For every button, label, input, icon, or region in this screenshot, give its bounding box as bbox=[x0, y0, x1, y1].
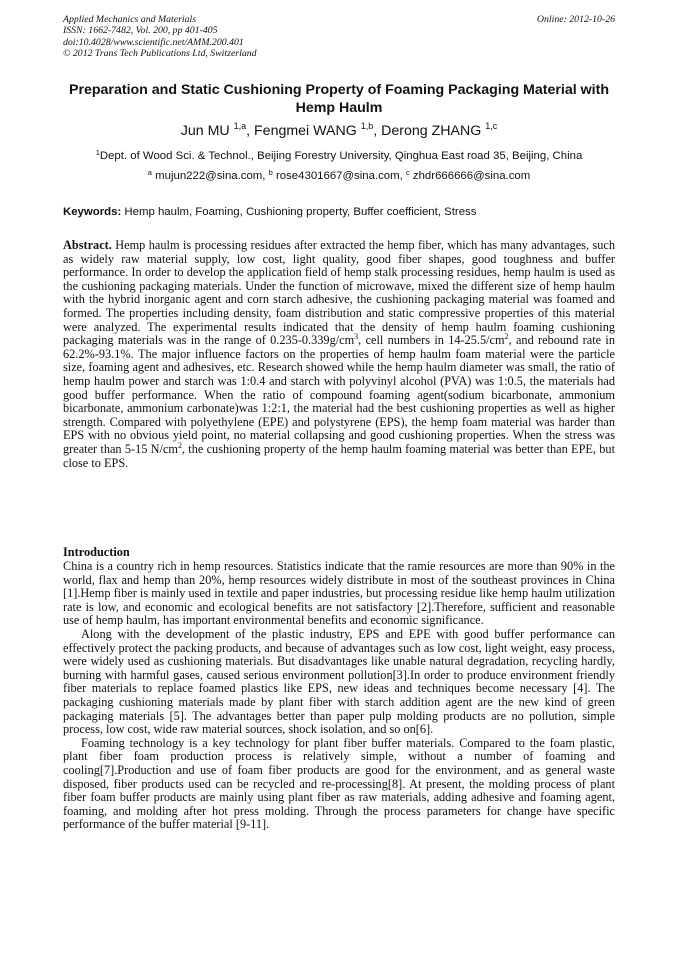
author-name: Jun MU bbox=[180, 123, 230, 139]
author-name: Fengmei WANG bbox=[254, 123, 357, 139]
author-name: Derong ZHANG bbox=[381, 123, 482, 139]
email-link[interactable]: zhdr666666@sina.com bbox=[412, 170, 531, 182]
author-affiliation-mark: 1,c bbox=[485, 121, 498, 131]
email-mark: c bbox=[405, 168, 410, 177]
paragraph: China is a country rich in hemp resources. Statistics indicate that the ramie resources are more than 90% in the world, flax and hemp than 20%, hemp resources widely distribute in most of the southeast provinces in China [1].Hemp fiber is mainly used in textile and paper industries, but processing residue like hemp haulm utilization rate is low, and economic and ecological benefits are not satisfactory [2].Therefore, sufficient and reasonable use of hemp haulm, has important environmental benefits and economic significance. bbox=[63, 559, 615, 628]
email-link[interactable]: mujun222@sina.com bbox=[155, 170, 263, 182]
affiliation-mark: 1 bbox=[95, 148, 100, 157]
keywords-text: Hemp haulm, Foaming, Cushioning property, Buffer coefficient, Stress bbox=[124, 206, 477, 218]
email-mark: b bbox=[268, 168, 273, 177]
email-link[interactable]: rose4301667@sina.com bbox=[275, 170, 400, 182]
doi-line: doi:10.4028/www.scientific.net/AMM.200.401 bbox=[63, 36, 244, 48]
affiliation bbox=[63, 149, 615, 164]
email-mark: a bbox=[147, 168, 152, 177]
email-list: $^a$ mujun222@sina.com, $^b$ rose4301667@sina.com, $^c$ zhdr666666@sina.com bbox=[147, 168, 531, 182]
author-affiliation-mark: 1,a bbox=[233, 121, 247, 131]
section-heading: Introduction bbox=[63, 545, 130, 559]
journal-header bbox=[63, 14, 615, 60]
abstract-text: , and rebound rate in 62.2%-93.1%. The major influence factors on the properties of hemp haulm foam material were the particle size, foaming agent and adhesives, etc. Research showed while the hemp haulm diameter was small, the ratio of hemp haulm power and starch was 1:0.4 and starch with polyvinyl alcohol (PVA) was 1:0.5, the materials had good buffer performance. When the ratio of compound foaming agent(sodium bicarbonate, ammonium bicarbonate, ammonium carbonate)was 1:2:1, the material had the best cushioning properties as well as higher strength. Compared with polyethylene (EPE) and polystyrene (EPS), the hemp foam material was harder than EPS with no obvious yield point, no material collapsing and good cushioning properties. When the stress was greater than 5-15 N/cm bbox=[63, 333, 615, 456]
abstract-text: , cell numbers in 14-25.5/cm bbox=[358, 333, 505, 348]
abstract-text: , the cushioning property of the hemp haulm foaming material was better than EPE, but close to EPS. bbox=[63, 441, 615, 470]
introduction-body bbox=[63, 560, 615, 832]
author-list: Jun MU $^{1,a}$, Fengmei WANG $^{1,b}$, Derong ZHANG $^{1,c}$ bbox=[180, 121, 498, 139]
superscript: 2 bbox=[177, 440, 182, 450]
abstract-text: Hemp haulm is processing residues after extracted the hemp fiber, which has many advantages, such as widely raw material supply, low cost, light quality, good fiber shapes, good toughness and buffer performance. In order to develop the application field of hemp stalk processing residues, hemp haulm is used as the cushioning packaging materials. Under the function of microwave, mixed the different size of hemp haulm with the hybrid inorganic agent and corn starch adhesive, the cushioning packaging material was foamed and formed. The properties including density, foam distribution and static compressive properties of this material were analyzed. The experimental results indicated that the density of hemp haulm foaming cushioning packaging materials was in the range of 0.235-0.339g/cm bbox=[63, 238, 615, 348]
online-date: Online: 2012-10-26 bbox=[536, 14, 615, 25]
paragraph: Along with the development of the plastic industry, EPS and EPE with good buffer performance can effectively protect the packing products, and because of advantages such as low cost, light weight, easy process, were widely used as cushioning materials. But disadvantages like unable natural degradation, recycling hardly, burning with harmful gases, caused serious environment pollution[3].In order to produce environment friendly fiber materials to replace foamed plastics like EPS, new ideas and techniques become necessary [4]. The packaging cushioning materials made by plant fiber with starch addition agent are the new kind of green packaging materials [5]. The advantages better than paper pulp molding products are no pollution, simple process, low cost, wide raw material sources, shock isolation, and so on[6]. bbox=[63, 626, 615, 737]
author-affiliation-mark: 1,b bbox=[360, 121, 374, 131]
abstract bbox=[63, 239, 615, 470]
paper-title: Preparation and Static Cushioning Property of Foaming Packaging Material with Hemp Haulm bbox=[69, 82, 609, 116]
affiliation-text: Dept. of Wood Sci. & Technol., Beijing Forestry University, Qinghua East road 35, Beijing, China bbox=[99, 150, 583, 162]
copyright-line: © 2012 Trans Tech Publications Ltd, Switzerland bbox=[63, 48, 257, 60]
keywords-label: Keywords: bbox=[63, 206, 122, 218]
superscript: 3 bbox=[354, 332, 359, 342]
abstract-label: Abstract. bbox=[63, 238, 112, 252]
paragraph: Foaming technology is a key technology for plant fiber buffer materials. Compared to the foam plastic, plant fiber foam production process is relatively simple, without a number of foaming and cooling[7].Production and use of foam fiber products are good for the environment, and as general waste disposed, fiber products used can be recycled and re-processing[8]. At present, the molding process of plant fiber foam buffer products are mainly using plant fiber as raw materials, adding adhesive and foaming agent, foaming, and molding after hot press molding. Through the process parameters for change have specific performance of the buffer material [9-11]. bbox=[63, 735, 615, 832]
journal-name: Applied Mechanics and Materials bbox=[63, 14, 197, 25]
superscript: 2 bbox=[504, 332, 509, 342]
keywords bbox=[63, 205, 615, 220]
issn-line: ISSN: 1662-7482, Vol. 200, pp 401-405 bbox=[63, 25, 218, 37]
